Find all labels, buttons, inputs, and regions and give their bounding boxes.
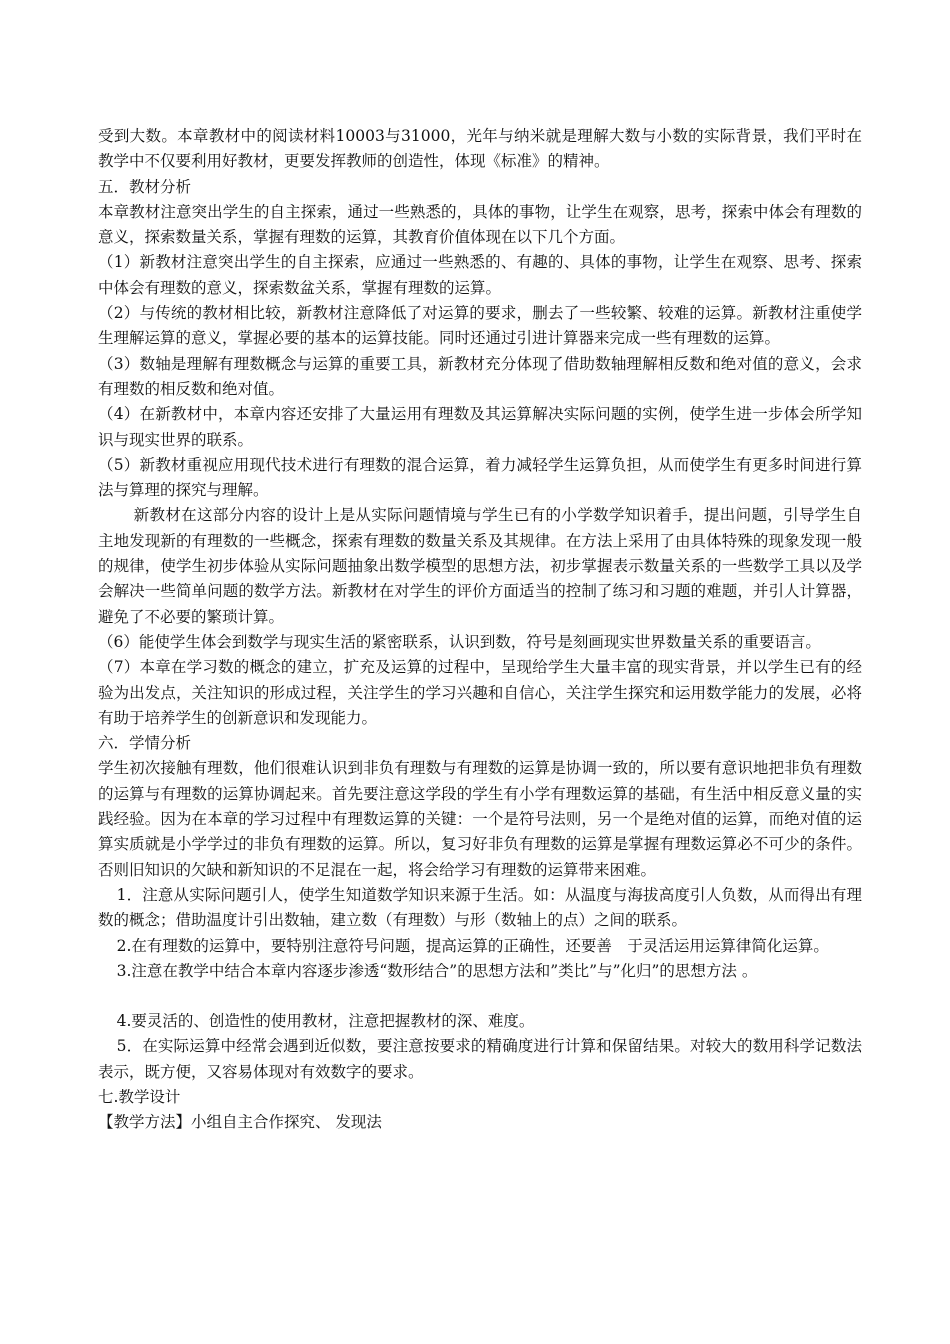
blank-line	[98, 984, 862, 1009]
section-heading-5: 五．教材分析	[98, 177, 192, 196]
paragraph-learner-analysis: 学生初次接触有理数，他们很难认识到非负有理数与有理数的运算是协调一致的，所以要有意识地把非负有理数的运算与有理数的运算协调起来。首先要注意这学段的学生有小学有理数运算的基础，有生活中相反意义量的实践经验。因为在本章的学习过程中有理数运算的关键：一个是符号法则，另一个是绝对值的运算，而绝对值的运算实质就是小学学过的非负有理数的运算。所以，复习好非负有理数的运算是掌握有理数运算必不可少的条件。否则旧知识的欠缺和新知识的不足混在一起，将会给学习有理数的运算带来困难。	[98, 759, 862, 879]
list-item-4: （4）在新教材中，本章内容还安排了大量运用有理数及其运算解决实际问题的实例，使学生进一步体会所学知识与现实世界的联系。	[98, 405, 862, 449]
list-item-1: （1）新教材注意突出学生的自主探索，应通过一些熟悉的、有趣的、具体的事物，让学生在观察、思考、探索中体会有理数的意义，探索数盆关系，掌握有理数的运算。	[98, 253, 862, 297]
numbered-item-2: 2.在有理数的运算中，要特别注意符号问题，提高运算的正确性，还要善 于灵活运用运算律简化运算。	[116, 936, 829, 955]
list-item-2: （2）与传统的教材相比较，新教材注意降低了对运算的要求，删去了一些较繁、较难的运算。新教材注重使学生理解运算的意义，掌握必要的基本的运算技能。同时还通过引进计算器来完成一些有理数的运算。	[98, 304, 862, 348]
list-item-3: （3）数轴是理解有理数概念与运算的重要工具，新教材充分体现了借助数轴理解相反数和绝对值的意义，会求有理数的相反数和绝对值。	[98, 354, 862, 398]
section-heading-7: 七.教学设计	[98, 1087, 181, 1106]
paragraph-intro: 受到大数。本章教材中的阅读材料10003与31000，光年与纳米就是理解大数与小数的实际背景，我们平时在教学中不仅要利用好教材，更要发挥教师的创造性，体现《标准》的精神。	[98, 127, 862, 171]
list-item-6: （6）能使学生体会到数学与现实生活的紧密联系，认识到数，符号是刻画现实世界数量关系的重要语言。	[98, 632, 821, 651]
teaching-method-line: 【教学方法】小组自主合作探究、 发现法	[98, 1113, 382, 1132]
numbered-item-3: 3.注意在教学中结合本章内容逐步渗透“数形结合”的思想方法和”类比”与”化归”的思想方法 。	[116, 961, 758, 980]
paragraph-overview: 本章教材注意突出学生的自主探索，通过一些熟悉的，具体的事物，让学生在观察，思考，探索中体会有理数的意义，探索数量关系，掌握有理数的运算，其教育价值体现在以下几个方面。	[98, 202, 862, 247]
section-heading-6: 六．学情分析	[98, 734, 192, 753]
numbered-item-1: 1．注意从实际问题引人，使学生知道数学知识来源于生活。如：从温度与海拔高度引人负数，从而得出有理数的概念；借助温度计引出数轴，建立数（有理数）与形（数轴上的点）之间的联系。	[98, 885, 862, 930]
paragraph-design: 新教材在这部分内容的设计上是从实际问题情境与学生已有的小学数学知识着手，提出问题，引导学生自主地发现新的有理数的一些概念，探索有理数的数量关系及其规律。在方法上采用了由具体特殊的现象发现一般的规律，使学生初步体验从实际问题抽象出数学模型的思想方法，初步掌握表示数量关系的一些数学工具以及学会解决一些简单问题的数学方法。新教材在对学生的评价方面适当的控制了练习和习题的难题，并引人计算器，避免了不必要的繁琐计算。	[98, 506, 862, 626]
list-item-7: （7）本章在学习数的概念的建立，扩充及运算的过程中，呈现给学生大量丰富的现实背景，并以学生已有的经验为出发点，关注知识的形成过程，关注学生的学习兴趣和自信心，关注学生探究和运用数学能力的发展，必将有助于培养学生的创新意识和发现能力。	[98, 658, 862, 727]
numbered-item-5: 5．在实际运算中经常会遇到近似数，要注意按要求的精确度进行计算和保留结果。对较大的数用科学记数法表示，既方便，又容易体现对有效数字的要求。	[98, 1037, 862, 1081]
list-item-5: （5）新教材重视应用现代技术进行有理数的混合运算，着力减轻学生运算负担，从而使学生有更多时间进行算法与算理的探究与理解。	[98, 455, 862, 500]
numbered-item-4: 4.要灵活的、创造性的使用教材，注意把握教材的深、难度。	[116, 1012, 535, 1031]
